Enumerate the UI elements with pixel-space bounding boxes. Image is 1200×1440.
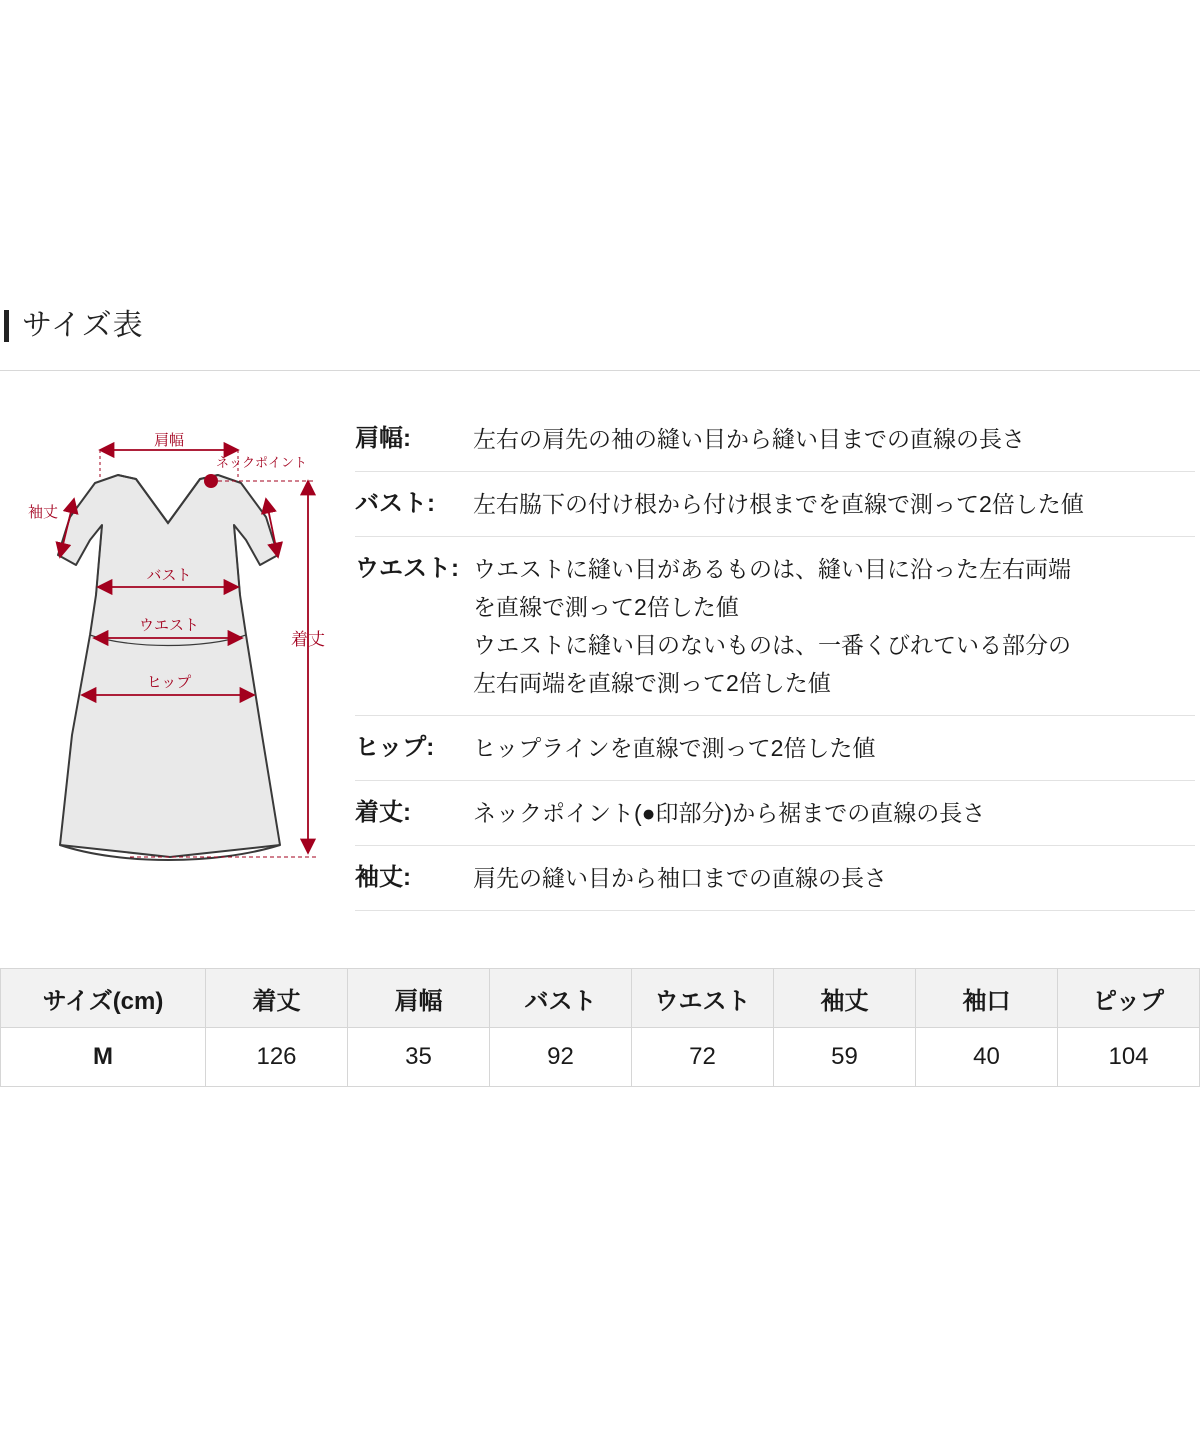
definition-row xyxy=(355,472,1195,537)
definition-term: 袖丈: xyxy=(355,864,411,891)
table-header-cell: バスト xyxy=(490,969,632,1028)
definition-line: 左右の肩先の袖の縫い目から縫い目までの直線の長さ xyxy=(473,426,1025,452)
definition-description xyxy=(473,794,1195,832)
definition-line: を直線で測って2倍した値 xyxy=(473,594,739,620)
table-cell: 104 xyxy=(1058,1028,1200,1087)
page-title: サイズ表 xyxy=(22,309,144,342)
definition-line: 左右両端を直線で測って2倍した値 xyxy=(473,670,831,696)
size-table xyxy=(0,968,1200,1087)
definition-description xyxy=(473,550,1195,702)
label-sleeve: 袖丈 xyxy=(28,504,59,521)
definition-description xyxy=(473,420,1195,458)
definition-line: ヒップラインを直線で測って2倍した値 xyxy=(473,735,876,761)
table-cell: 59 xyxy=(774,1028,916,1087)
garment-illustration xyxy=(10,405,340,915)
section-accent-bar xyxy=(4,310,9,342)
definition-line: ネックポイント(●印部分)から裾までの直線の長さ xyxy=(473,800,986,826)
table-cell: 35 xyxy=(348,1028,490,1087)
definition-description xyxy=(473,729,1195,767)
label-bust: バスト xyxy=(146,567,192,584)
definition-term: ヒップ: xyxy=(355,734,435,761)
definition-line: ウエストに縫い目のないものは、一番くびれている部分の xyxy=(473,632,1071,658)
definition-line: 肩先の縫い目から袖口までの直線の長さ xyxy=(473,865,887,891)
table-header-cell: ウエスト xyxy=(632,969,774,1028)
section-header xyxy=(0,305,1200,371)
table-header-cell: 着丈 xyxy=(206,969,348,1028)
label-waist: ウエスト xyxy=(138,617,200,634)
definition-row xyxy=(355,537,1195,716)
definition-row xyxy=(355,781,1195,846)
table-cell: 126 xyxy=(206,1028,348,1087)
table-header-cell: ピップ xyxy=(1058,969,1200,1028)
table-cell-size: M xyxy=(1,1028,206,1087)
table-header-cell: 肩幅 xyxy=(348,969,490,1028)
definition-line: ウエストに縫い目があるものは、縫い目に沿った左右両端 xyxy=(473,556,1071,582)
table-header-row xyxy=(1,969,1200,1028)
definition-row xyxy=(355,716,1195,781)
definition-row xyxy=(355,410,1195,472)
definition-term: 肩幅: xyxy=(355,425,411,452)
table-cell: 92 xyxy=(490,1028,632,1087)
label-shoulder: 肩幅 xyxy=(153,432,185,449)
dress-shape xyxy=(58,475,280,860)
definition-term: ウエスト: xyxy=(355,555,459,582)
label-neck-point: ネックポイント xyxy=(216,455,308,470)
table-cell: 72 xyxy=(632,1028,774,1087)
measurement-definitions xyxy=(355,410,1195,911)
table-header-cell: サイズ(cm) xyxy=(1,969,206,1028)
table-header-cell: 袖口 xyxy=(916,969,1058,1028)
table-row xyxy=(1,1028,1200,1087)
definition-term: 着丈: xyxy=(355,799,411,826)
definition-description xyxy=(473,485,1195,523)
definition-line: 左右脇下の付け根から付け根までを直線で測って2倍した値 xyxy=(473,491,1084,517)
label-hip: ヒップ xyxy=(146,674,192,691)
definition-description xyxy=(473,859,1195,897)
label-length: 着丈 xyxy=(291,630,325,649)
definition-term: バスト: xyxy=(355,490,435,517)
table-header-cell: 袖丈 xyxy=(774,969,916,1028)
table-cell: 40 xyxy=(916,1028,1058,1087)
definition-row xyxy=(355,846,1195,911)
